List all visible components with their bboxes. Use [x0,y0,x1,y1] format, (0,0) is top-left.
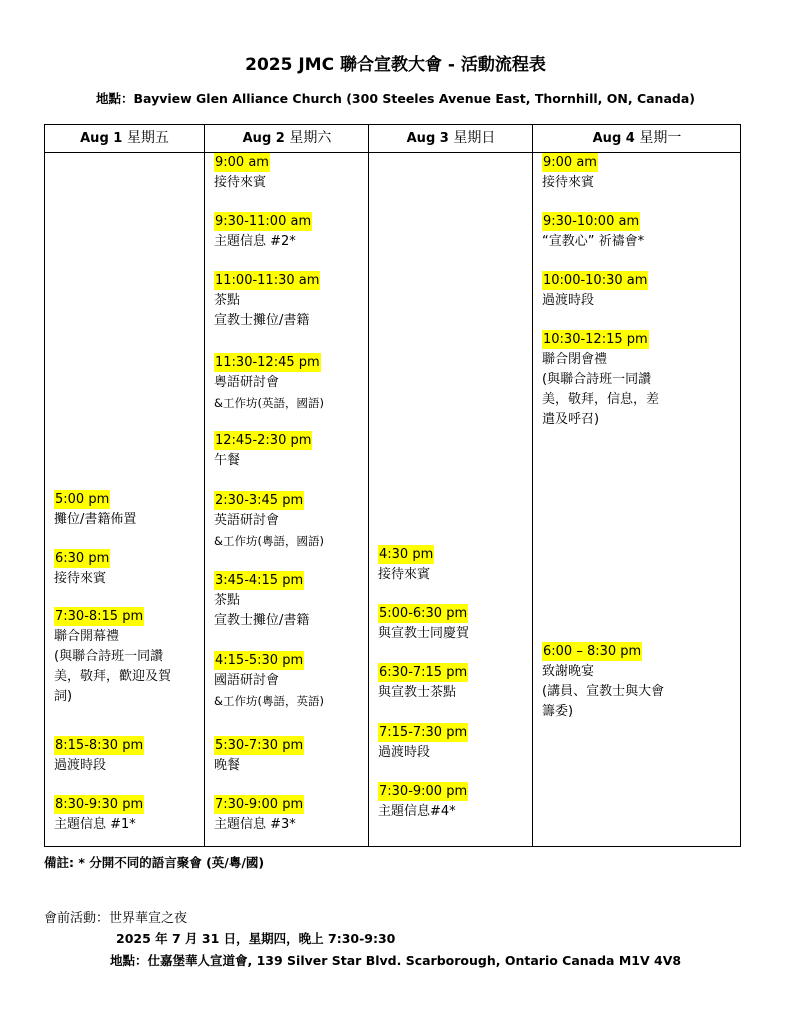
event-description: 籌委) [542,704,574,719]
schedule-event [54,490,201,530]
event-description: 攤位/書籍佈置 [54,512,137,527]
schedule-event [214,353,366,413]
schedule-event [214,491,366,551]
event-description: 遣及呼召) [542,412,600,427]
day-weekday: 星期六 [289,130,332,146]
event-description: 主題信息 #1* [54,817,136,832]
event-description: 詞) [54,689,73,704]
day-column [45,125,204,846]
day-date: Aug 2 [242,131,285,146]
schedule-event [542,212,738,252]
schedule-table [44,124,741,847]
event-time: 6:00 – 8:30 pm [543,644,642,659]
event-time: 7:30-9:00 pm [215,797,304,812]
event-description: 主題信息 #2* [214,234,296,249]
event-description: 主題信息 #3* [214,817,296,832]
event-description: 接待來賓 [214,175,267,190]
event-time: 6:30 pm [55,551,110,566]
event-description: 聯合閉會禮 [542,352,608,367]
schedule-event [542,153,738,193]
event-time: 4:15-5:30 pm [215,653,304,668]
event-description: &工作坊(英語，國語) [214,396,324,410]
event-description: 過渡時段 [378,745,431,760]
event-description: 午餐 [214,453,241,468]
event-description: (講員、宣教士與大會 [542,684,665,699]
day-column [204,125,369,846]
schedule-event [542,642,738,722]
event-description: 聯合開幕禮 [54,629,120,644]
day-weekday: 星期一 [639,130,682,146]
day-column [368,125,533,846]
schedule-event [214,736,366,776]
day-header [533,125,741,153]
day-header [369,125,533,153]
day-date: Aug 4 [592,131,635,146]
day-column [532,125,741,846]
schedule-event [214,571,366,631]
event-time: 9:00 am [215,155,269,170]
day-header [205,125,369,153]
schedule-event [378,604,530,644]
event-description: 宣教士攤位/書籍 [214,313,310,328]
pre-event-date: 2025 年 7 月 31 日，星期四，晚上 7:30-9:30 [116,931,396,946]
event-description: 過渡時段 [54,758,107,773]
event-time: 12:45-2:30 pm [215,433,312,448]
event-time: 8:30-9:30 pm [55,797,144,812]
event-description: 接待來賓 [542,175,595,190]
page-title: 2025 JMC 聯合宣教大會 - 活動流程表 [245,55,546,75]
schedule-event [378,782,530,822]
event-description: 茶點 [214,593,241,608]
schedule-event [54,736,201,776]
schedule-event [214,212,366,252]
footnote: 備註: * 分開不同的語言聚會 (英/粵/國) [44,855,265,870]
event-description: 接待來賓 [54,571,107,586]
schedule-event [214,431,366,471]
venue-line: 地點：Bayview Glen Alliance Church (300 Steeles Avenue East, Thornhill, ON, Canada) [96,91,695,106]
day-header [45,125,204,153]
day-weekday: 星期五 [126,130,169,146]
schedule-event [54,607,201,707]
schedule-event [214,271,366,331]
event-description: 致謝晚宴 [542,664,595,679]
event-description: &工作坊(粵語，國語) [214,534,324,548]
event-time: 8:15-8:30 pm [55,738,144,753]
event-description: 國語研討會 [214,673,280,688]
event-description: 主題信息#4* [378,804,456,819]
schedule-event [378,545,530,585]
event-description: 英語研討會 [214,513,280,528]
schedule-event [378,723,530,763]
schedule-event [54,549,201,589]
schedule-event [378,663,530,703]
event-time: 2:30-3:45 pm [215,493,304,508]
event-description: 宣教士攤位/書籍 [214,613,310,628]
event-time: 7:15-7:30 pm [379,725,468,740]
event-description: (與聯合詩班一同讚 [542,372,652,387]
day-weekday: 星期日 [453,130,496,146]
schedule-event [542,330,738,430]
day-date: Aug 3 [406,131,449,146]
event-time: 10:30-12:15 pm [543,332,648,347]
event-description: 晚餐 [214,758,241,773]
event-time: 9:30-11:00 am [215,214,312,229]
schedule-event [214,795,366,835]
event-time: 9:00 am [543,155,597,170]
event-description: 過渡時段 [542,293,595,308]
pre-event-label: 會前活動：世界華宣之夜 [44,911,188,926]
schedule-event [214,651,366,711]
event-description: “宣教心” 祈禱會* [542,234,645,249]
schedule-event [214,153,366,193]
event-time: 11:30-12:45 pm [215,355,320,370]
event-time: 9:30-10:00 am [543,214,640,229]
event-description: 美，敬拜，歡迎及賀 [54,669,172,684]
event-time: 11:00-11:30 am [215,273,320,288]
event-description: 美，敬拜，信息，差 [542,392,660,407]
event-time: 7:30-8:15 pm [55,609,144,624]
event-description: 與宣教士同慶賀 [378,626,470,641]
event-time: 4:30 pm [379,547,434,562]
event-time: 7:30-9:00 pm [379,784,468,799]
event-time: 6:30-7:15 pm [379,665,468,680]
event-time: 3:45-4:15 pm [215,573,304,588]
event-description: 粵語研討會 [214,375,280,390]
event-description: &工作坊(粵語，英語) [214,694,324,708]
event-time: 5:30-7:30 pm [215,738,304,753]
schedule-event [542,271,738,311]
pre-event-venue: 地點：仕嘉堡華人宣道會, 139 Silver Star Blvd. Scarborough, Ontario Canada M1V 4V8 [110,953,682,968]
event-description: (與聯合詩班一同讚 [54,649,164,664]
day-date: Aug 1 [80,131,123,146]
event-time: 5:00-6:30 pm [379,606,468,621]
event-description: 茶點 [214,293,241,308]
event-description: 與宣教士茶點 [378,685,457,700]
event-time: 10:00-10:30 am [543,273,648,288]
event-time: 5:00 pm [55,492,110,507]
schedule-event [54,795,201,835]
event-description: 接待來賓 [378,567,431,582]
